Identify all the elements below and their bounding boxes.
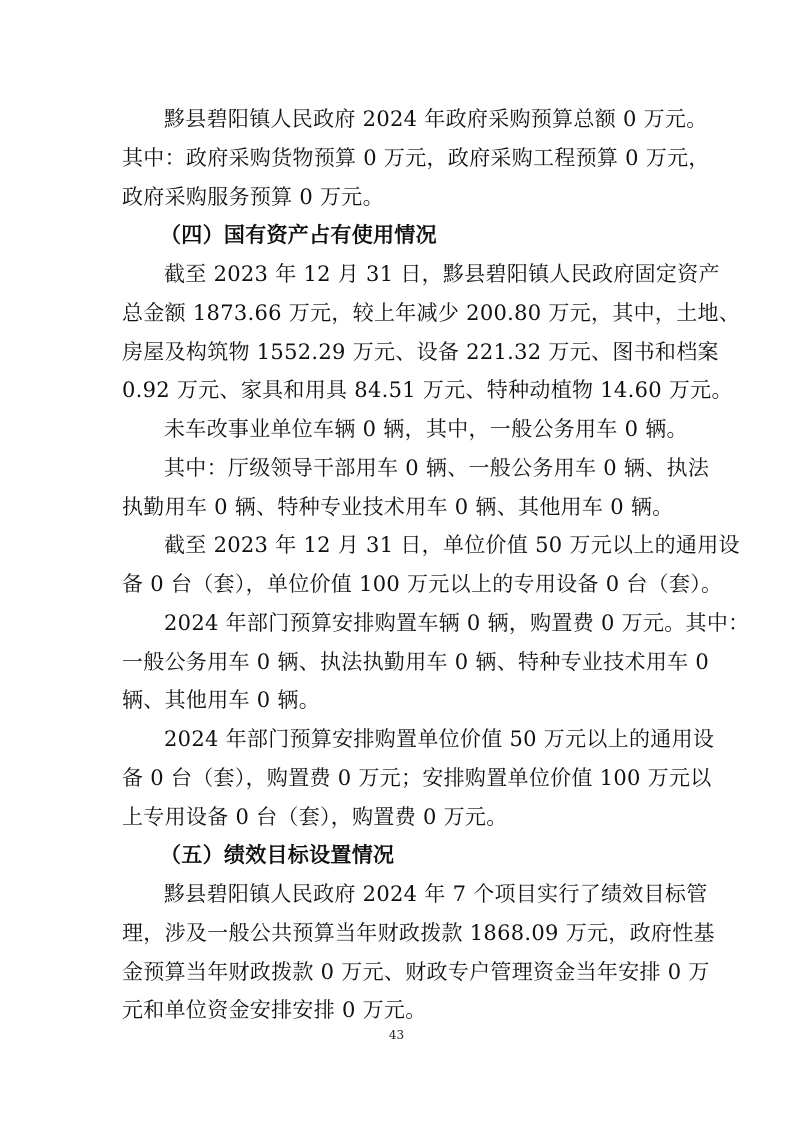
paragraph-line-vehicle-budget-1: 2024 年部门预算安排购置车辆 0 辆，购置费 0 万元。其中： — [164, 611, 750, 635]
paragraph-line-equipment-budget-1: 2024 年部门预算安排购置单位价值 50 万元以上的通用设 — [164, 727, 715, 751]
paragraph-line-performance-3: 金预算当年财政拨款 0 万元、财政专户管理资金当年安排 0 万 — [122, 960, 710, 984]
paragraph-line-fixed-assets-1: 截至 2023 年 12 月 31 日，黟县碧阳镇人民政府固定资产 — [164, 262, 720, 286]
paragraph-line-performance-4: 元和单位资金安排安排 0 万元。 — [122, 998, 427, 1022]
paragraph-line-equipment-1: 截至 2023 年 12 月 31 日，单位价值 50 万元以上的通用设 — [164, 533, 740, 557]
paragraph-line-procurement-total: 黟县碧阳镇人民政府 2024 年政府采购预算总额 0 万元。 — [164, 107, 708, 131]
paragraph-line-equipment-2: 备 0 台（套），单位价值 100 万元以上的专用设备 0 台（套）。 — [122, 572, 723, 596]
paragraph-line-procurement-services: 政府采购服务预算 0 万元。 — [122, 185, 384, 209]
paragraph-line-vehicle-budget-3: 辆、其他用车 0 辆。 — [122, 688, 321, 712]
paragraph-line-fixed-assets-3: 房屋及构筑物 1552.29 万元、设备 221.32 万元、图书和档案 — [122, 340, 719, 364]
paragraph-line-equipment-budget-3: 上专用设备 0 台（套），购置费 0 万元。 — [122, 805, 508, 829]
page-number: 43 — [388, 1028, 405, 1042]
paragraph-line-procurement-goods: 其中：政府采购货物预算 0 万元，政府采购工程预算 0 万元， — [122, 146, 710, 170]
paragraph-line-vehicle-breakdown-1: 其中：厅级领导干部用车 0 辆、一般公务用车 0 辆、执法 — [164, 456, 710, 480]
paragraph-line-performance-2: 理，涉及一般公共预算当年财政拨款 1868.09 万元，政府性基 — [122, 921, 715, 945]
paragraph-line-fixed-assets-2: 总金额 1873.66 万元，较上年减少 200.80 万元，其中，土地、 — [122, 301, 741, 325]
section-heading-assets: （四）国有资产占有使用情况 — [160, 222, 437, 247]
paragraph-line-vehicles: 未车改事业单位车辆 0 辆，其中，一般公务用车 0 辆。 — [164, 417, 688, 441]
section-heading-performance: （五）绩效目标设置情况 — [160, 842, 395, 867]
paragraph-line-fixed-assets-4: 0.92 万元、家具和用具 84.51 万元、特种动植物 14.60 万元。 — [122, 378, 733, 402]
paragraph-line-equipment-budget-2: 备 0 台（套），购置费 0 万元；安排购置单位价值 100 万元以 — [122, 766, 712, 790]
paragraph-line-performance-1: 黟县碧阳镇人民政府 2024 年 7 个项目实行了绩效目标管 — [164, 882, 708, 906]
paragraph-line-vehicle-breakdown-2: 执勤用车 0 辆、特种专业技术用车 0 辆、其他用车 0 辆。 — [122, 495, 674, 519]
paragraph-line-vehicle-budget-2: 一般公务用车 0 辆、执法执勤用车 0 辆、特种专业技术用车 0 — [122, 650, 710, 674]
